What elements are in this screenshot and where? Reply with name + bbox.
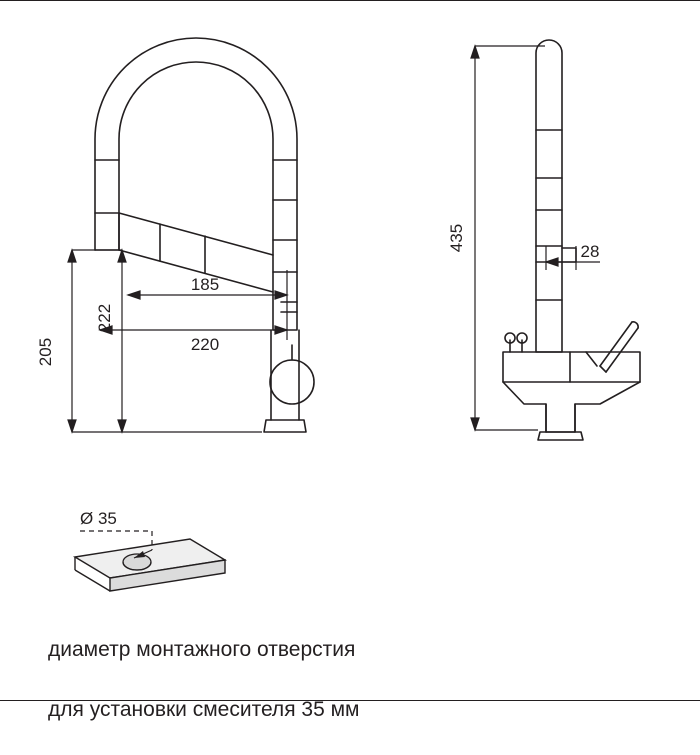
mounting-hole-drawing	[75, 531, 225, 591]
front-dimension-lines	[68, 250, 287, 432]
dimension-185-label: 185	[190, 275, 220, 294]
dimension-28-label: 28	[580, 242, 600, 261]
front-view-faucet	[95, 38, 314, 432]
caption-line-1: диаметр монтажного отверстия	[48, 638, 356, 661]
dimension-435-label: 435	[447, 223, 466, 253]
caption-block	[48, 605, 668, 755]
caption-line-2: для установки смесителя 35 мм	[48, 698, 360, 721]
dimension-222-label: 222	[95, 303, 114, 333]
dimension-220-label: 220	[190, 335, 220, 354]
side-view-faucet	[503, 40, 640, 440]
diameter-35-label: Ø 35	[80, 509, 117, 528]
dimension-205-label: 205	[36, 337, 55, 367]
